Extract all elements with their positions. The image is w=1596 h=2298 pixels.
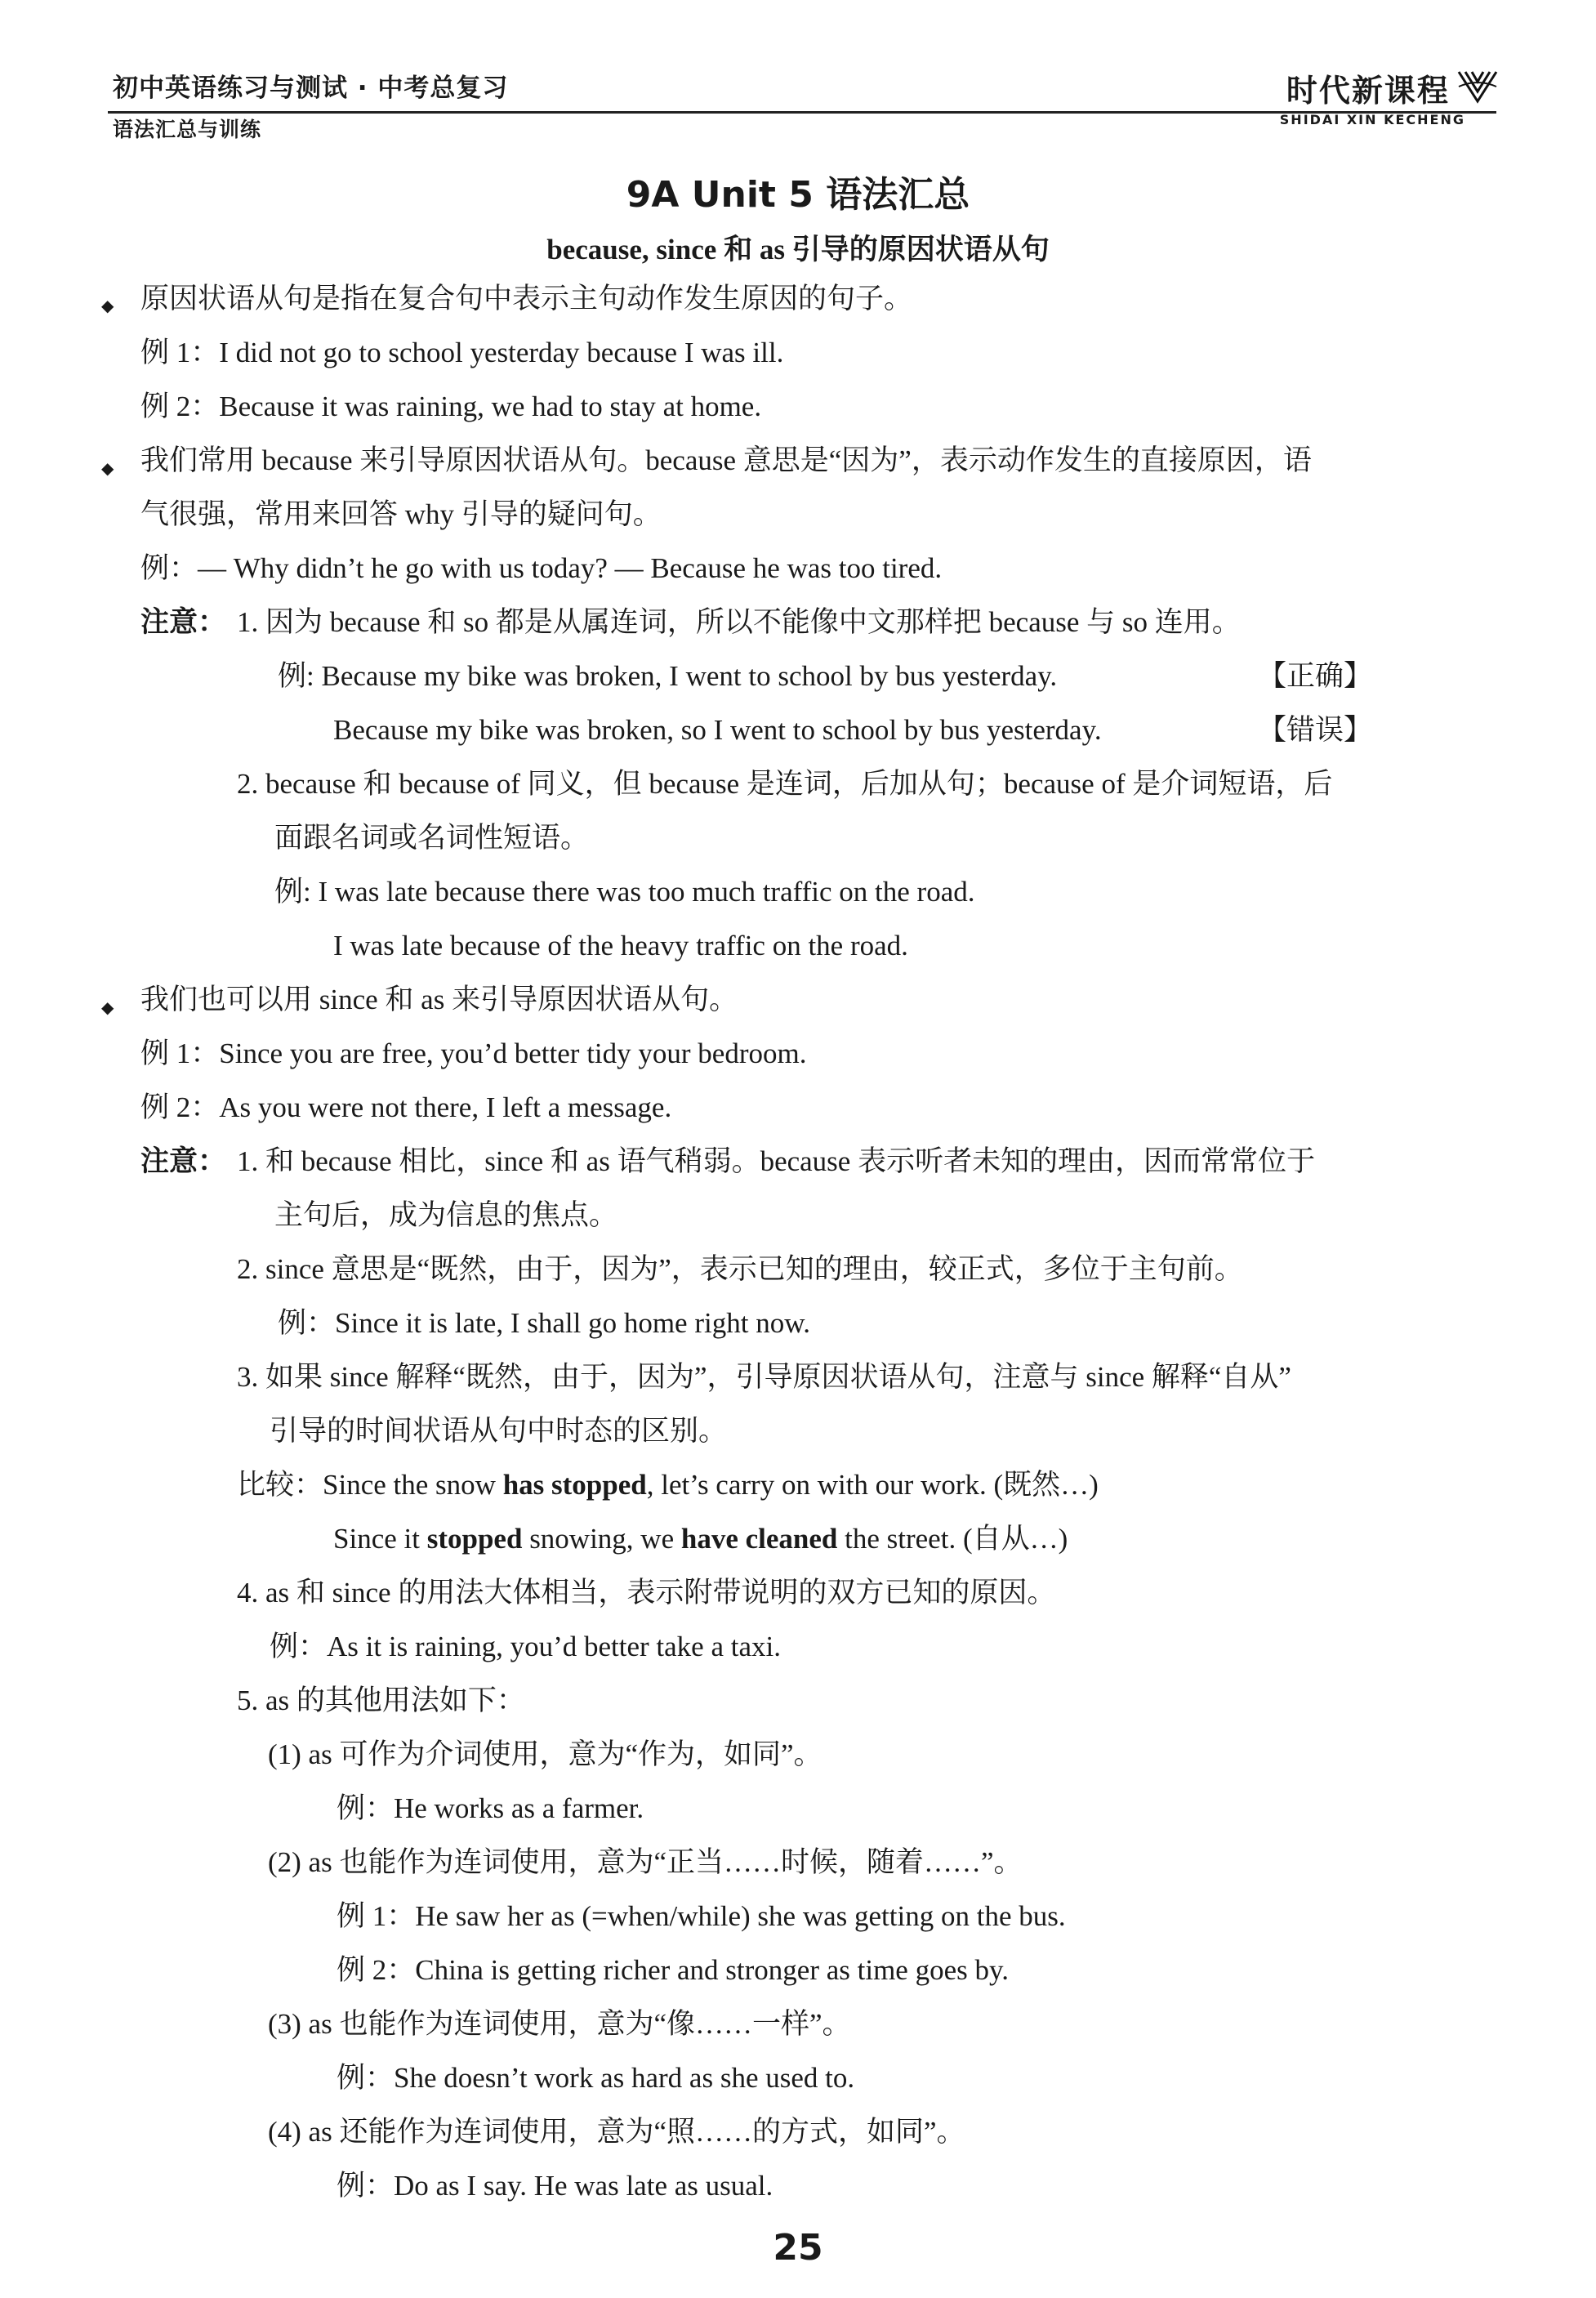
example-line: 例 2：China is getting richer and stronger as time goes by. (337, 1954, 1009, 1986)
example-line: 例: I was late because there was too much traffic on the road. (274, 876, 975, 908)
sub-item: (3) as 也能作为连词使用，意为“像……一样”。 (268, 2008, 851, 2040)
example-line: 例：He works as a farmer. (337, 1792, 644, 1824)
compare-emphasis: stopped (426, 1523, 523, 1555)
running-header (113, 67, 508, 143)
brand-logo-icon (1457, 69, 1498, 108)
bullet-icon: ◆ (101, 297, 114, 315)
compare-label: 比较： (237, 1469, 323, 1501)
book-subtitle: 语法汇总与训练 (113, 118, 262, 141)
sub-item: (2) as 也能作为连词使用，意为“正当……时候，随着……”。 (268, 1846, 1023, 1878)
brand-name: 时代新课程 (1286, 73, 1450, 109)
example-line: 例：Do as I say. He was late as usual. (337, 2170, 773, 2202)
note-label: 注意： (140, 606, 227, 639)
subtitle-part: as (759, 234, 785, 265)
example-line: 例 2：Because it was raining, we had to stay at home. (140, 390, 762, 422)
correct-tag: 【正确】 (1258, 660, 1373, 692)
compare-text: Since the snow (323, 1469, 503, 1501)
page-title: 9A Unit 5 语法汇总 (626, 174, 970, 216)
bullet-icon: ◆ (101, 460, 114, 478)
bullet-icon: ◆ (101, 999, 114, 1017)
example-line: 例 2：As you were not there, I left a message. (140, 1091, 672, 1123)
note-line: 4. as 和 since 的用法大体相当，表示附带说明的双方已知的原因。 (237, 1577, 1056, 1609)
compare-text: snowing, we (522, 1523, 681, 1555)
page-number: 25 (773, 2227, 823, 2269)
wrong-tag: 【错误】 (1258, 714, 1373, 746)
example-line: I was late because of the heavy traffic on the road. (333, 930, 908, 962)
sub-item: (1) as 可作为介词使用，意为“作为，如同”。 (268, 1738, 823, 1770)
note-line: 1. 因为 because 和 so 都是从属连词，所以不能像中文那样把 because 与 so 连用。 (237, 606, 1241, 638)
compare-emphasis: has stopped (502, 1469, 647, 1501)
example-line: 例：She doesn’t work as hard as she used to. (337, 2062, 855, 2094)
compare-text: Since it (333, 1523, 427, 1555)
example-line: 例 1：I did not go to school yesterday because I was ill. (140, 337, 784, 368)
subtitle-part: because, since (546, 234, 717, 265)
note-line: 面跟名词或名词性短语。 (274, 822, 590, 854)
sub-item: (4) as 还能作为连词使用，意为“照……的方式，如同”。 (268, 2116, 965, 2148)
note-line: 1. 和 because 相比，since 和 as 语气稍弱。because 表示听者未知的理由，因而常常位于 (237, 1145, 1316, 1177)
compare-line (237, 1468, 1099, 1502)
compare-line (333, 1522, 1068, 1556)
body-line: 我们常用 because 来引导原因状语从句。because 意思是“因为”，表示动作发生的直接原因，语 (140, 444, 1312, 476)
example-line: 例 1：Since you are free, you’d better tidy your bedroom. (140, 1037, 807, 1069)
note-line: 5. as 的其他用法如下： (237, 1684, 525, 1716)
note-line: 2. because 和 because of 同义，但 because 是连词，后加从句；because of 是介词短语，后 (237, 768, 1333, 800)
compare-text: , let’s carry on with our work. (既然…) (646, 1469, 1099, 1501)
brand-block (1280, 65, 1498, 127)
body-line: 我们也可以用 since 和 as 来引导原因状语从句。 (140, 984, 738, 1015)
body-line: 原因状语从句是指在复合句中表示主句动作发生原因的句子。 (140, 283, 913, 315)
compare-text: the street. (自从…) (837, 1523, 1068, 1555)
example-line: 例: Because my bike was broken, I went to school by bus yesterday. (278, 660, 1058, 692)
example-line: 例 1：He saw her as (=when/while) she was getting on the bus. (337, 1900, 1066, 1932)
note-line: 主句后，成为信息的焦点。 (274, 1199, 618, 1231)
note-line: 2. since 意思是“既然，由于，因为”，表示已知的理由，较正式，多位于主句前。 (237, 1253, 1243, 1285)
body-line: 气很强，常用来回答 why 引导的疑问句。 (140, 498, 662, 530)
book-title: 初中英语练习与测试 · 中考总复习 (113, 74, 509, 103)
subtitle-part: 引导的原因状语从句 (791, 234, 1050, 266)
example-line: 例：Since it is late, I shall go home right now. (278, 1307, 810, 1339)
example-line: Because my bike was broken, so I went to school by bus yesterday. (333, 714, 1102, 746)
note-line: 3. 如果 since 解释“既然，由于，因为”，引导原因状语从句，注意与 since 解释“自从” (237, 1361, 1291, 1393)
brand-pinyin: SHIDAI XIN KECHENG (1279, 112, 1465, 127)
example-line: 例：As it is raining, you’d better take a taxi. (270, 1631, 781, 1662)
compare-emphasis: have cleaned (680, 1523, 838, 1555)
example-line: 例：— Why didn’t he go with us today? — Because he was too tired. (140, 552, 943, 584)
subtitle-part: 和 (724, 234, 753, 266)
note-label: 注意： (140, 1145, 227, 1178)
note-line: 引导的时间状语从句中时态的区别。 (270, 1415, 728, 1447)
section-subtitle (0, 227, 1596, 268)
